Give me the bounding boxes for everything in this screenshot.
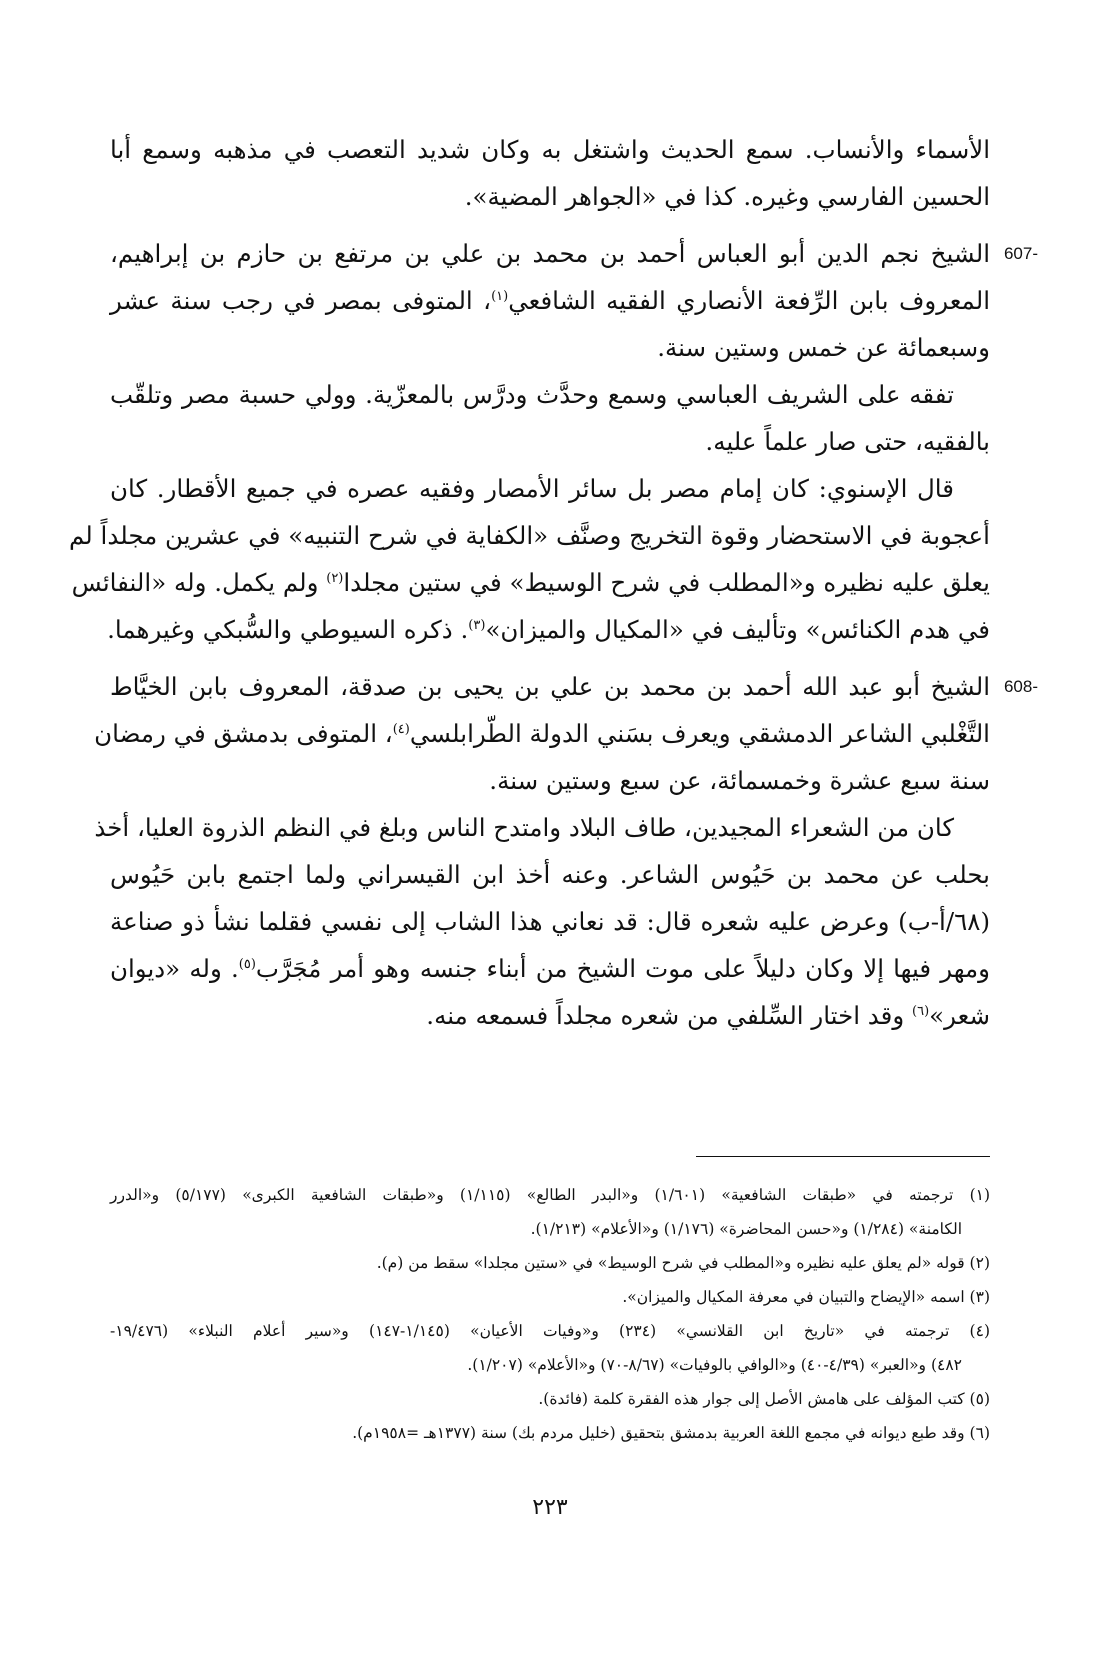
footnote-line: (٥) كتب المؤلف على هامش الأصل إلى جوار هذه الفقرة كلمة (فائدة).	[538, 1390, 990, 1408]
footnote-ref: (١)	[491, 288, 509, 304]
entry-608-text: الشيخ أبو عبد الله أحمد بن محمد بن علي بن يحيى بن صدقة، المعروف بابن الخيَّاط	[110, 672, 990, 701]
text-span: وقد اختار السِّلفي من شعره مجلداً فسمعه منه.	[426, 1001, 912, 1030]
footnote-line: الكامنة» (١/٢٨٤) و«حسن المحاضرة» (١/١٧٦) و«الأعلام» (١/٢١٣).	[530, 1220, 962, 1238]
text-line: كان من الشعراء المجيدين، طاف البلاد وامتدح الناس وبلغ في النظم الذروة العليا، أخذ	[94, 813, 954, 842]
footnote-divider	[696, 1156, 990, 1157]
text-span: . ذكره السيوطي والسُّبكي وغيرهما.	[107, 615, 469, 644]
text-line: وسبعمائة عن خمس وستين سنة.	[657, 333, 990, 362]
footnote-line: (٦) وقد طبع ديوانه في مجمع اللغة العربية بدمشق بتحقيق (خليل مردم بك) سنة (١٣٧٧هـ =١٩٥٨م).	[352, 1424, 990, 1442]
footnote-line: ٤٨٢) و«العبر» (٤/٣٩-٤٠) و«الوافي بالوفيات» (٨/٦٧-٧٠) و«الأعلام» (١/٢٠٧).	[467, 1356, 962, 1374]
text-line: تفقه على الشريف العباسي وسمع وحدَّث ودرَّس بالمعزّية. وولي حسبة مصر وتلقّب	[110, 380, 954, 409]
footnote-ref: (٣)	[468, 617, 486, 633]
text-line: الحسين الفارسي وغيره. كذا في «الجواهر المضية».	[464, 182, 990, 211]
text-span: ولم يكمل. وله «النفائس	[71, 568, 327, 597]
text-line: بالفقيه، حتى صار علماً عليه.	[705, 427, 990, 456]
text-line	[71, 559, 990, 606]
entry-607-line	[110, 230, 1038, 277]
footnote-line: (٣) اسمه «الإيضاح والتبيان في معرفة المكيال والميزان».	[622, 1288, 990, 1306]
text-line: أعجوبة في الاستحضار وقوة التخريج وصنَّف «الكفاية في شرح التنبيه» في عشرين مجلداً لم	[69, 521, 990, 550]
text-span: ومهر فيها إلا وكان دليلاً على موت الشيخ من أبناء جنسه وهو أمر مُجَرَّب	[255, 954, 990, 983]
page-number: ٢٢٣	[532, 1495, 568, 1520]
footnote-ref: (٦)	[912, 1003, 930, 1019]
text-line	[110, 992, 990, 1039]
entry-608-line	[110, 663, 1038, 710]
footnote-ref: (٤)	[392, 721, 410, 737]
entry-607-text: ، المتوفى بمصر في رجب سنة عشر	[110, 286, 492, 315]
text-line	[110, 945, 990, 992]
text-span: . وله «ديوان	[110, 954, 239, 983]
entry-608-text: ، المتوفى بدمشق في رمضان	[94, 719, 393, 748]
text-span: في هدم الكنائس» وتأليف في «المكيال والميزان»	[485, 615, 990, 644]
footnote-line: (٢) قوله «لم يعلق عليه نظيره و«المطلب في شرح الوسيط» في «ستين مجلدا» سقط من (م).	[376, 1254, 990, 1272]
entry-608-text: التَّغْلبي الشاعر الدمشقي ويعرف بسَني الدولة الطّرابلسي	[409, 719, 990, 748]
text-line: سنة سبع عشرة وخمسمائة، عن سبع وستين سنة.	[489, 766, 990, 795]
main-text	[69, 126, 1038, 1039]
entry-607-text: المعروف بابن الرِّفعة الأنصاري الفقيه الشافعي	[508, 286, 990, 315]
entry-607-text: الشيخ نجم الدين أبو العباس أحمد بن محمد بن علي بن مرتفع بن حازم بن إبراهيم،	[110, 239, 990, 268]
footnote-line: (٤) ترجمته في «تاريخ ابن القلانسي» (٢٣٤) و«وفيات الأعيان» (١/١٤٥-١٤٧) و«سير أعلام النبلاء» (١٩/٤٧٦-	[110, 1322, 990, 1340]
text-line: بحلب عن محمد بن حَيُوس الشاعر. وعنه أخذ ابن القيسراني ولما اجتمع بابن حَيُوس	[110, 860, 990, 889]
footnote-line: (١) ترجمته في «طبقات الشافعية» (١/٦٠١) و«البدر الطالع» (١/١١٥) و«طبقات الشافعية الكبرى» (٥/١٧٧) و«الدرر	[110, 1186, 991, 1204]
footnote-ref: (٥)	[238, 956, 256, 972]
text-line: (٦٨/أ-ب) وعرض عليه شعره قال: قد نعاني هذا الشاب إلى نفسي فقلما نشأ ذو صناعة	[110, 907, 990, 936]
text-line	[107, 606, 990, 653]
footnote-ref: (٢)	[326, 570, 344, 586]
text-span: يعلق عليه نظيره و«المطلب في شرح الوسيط» في ستين مجلدا	[343, 568, 990, 597]
text-line: الأسماء والأنساب. سمع الحديث واشتغل به وكان شديد التعصب في مذهبه وسمع أبا	[110, 135, 990, 164]
entry-number: 607-	[1003, 244, 1038, 263]
text-span: شعر»	[929, 1001, 990, 1030]
text-line	[94, 710, 990, 757]
text-line	[110, 277, 990, 324]
text-line: قال الإسنوي: كان إمام مصر بل سائر الأمصار وفقيه عصره في جميع الأقطار. كان	[110, 474, 954, 503]
entry-number: 608-	[1003, 677, 1038, 696]
footnotes	[110, 1178, 990, 1450]
